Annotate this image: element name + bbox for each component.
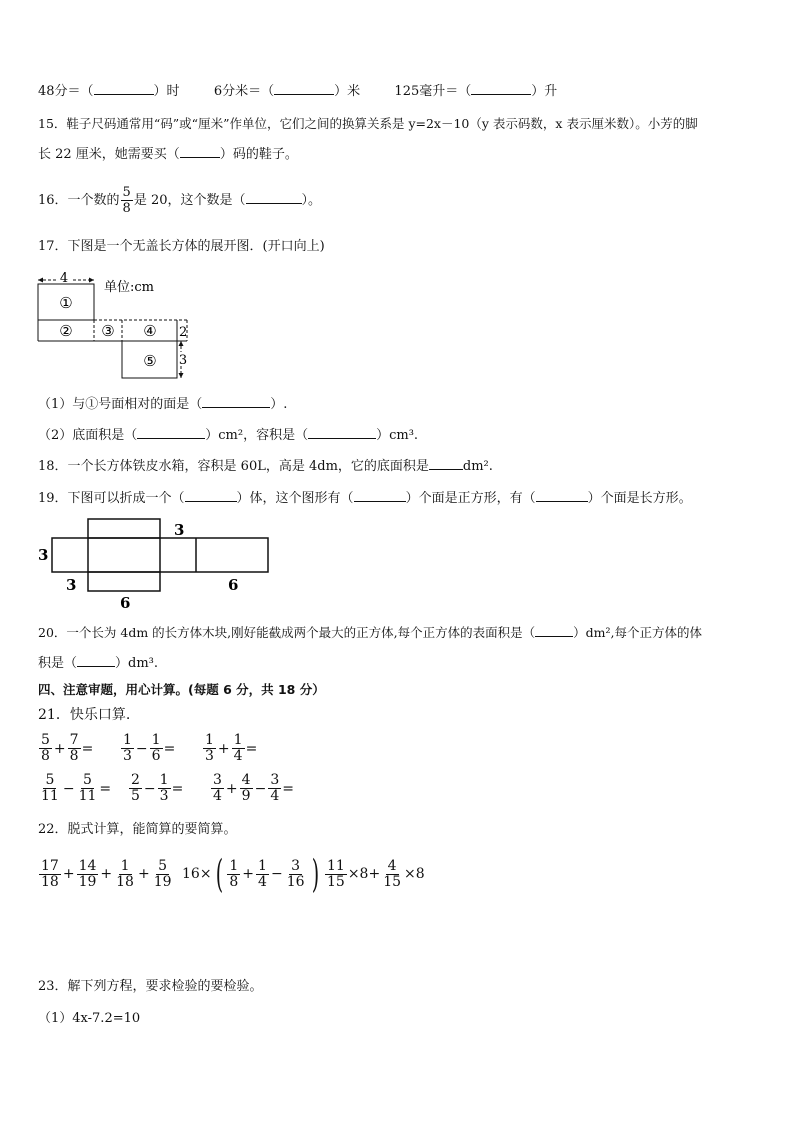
answer-blank[interactable] bbox=[535, 624, 573, 637]
q16-line bbox=[38, 183, 321, 219]
answer-blank[interactable] bbox=[471, 82, 531, 95]
answer-blank[interactable] bbox=[246, 191, 302, 204]
fraction: $\frac{5}{8}$ bbox=[122, 185, 131, 216]
q17-sub1-end: ）. bbox=[270, 397, 288, 412]
q22-title: 22．脱式计算，能简算的要简算。 bbox=[38, 822, 237, 837]
q14-a-unit: ）时 bbox=[153, 84, 180, 99]
q20-unit: ）dm³. bbox=[115, 656, 159, 671]
q19-net-diagram bbox=[34, 516, 274, 612]
q20-text3: 积是（ bbox=[38, 656, 78, 671]
expression: $\frac{5}{11}$ − $\frac{5}{11}$ = bbox=[41, 772, 112, 804]
q23-sub1: （1）4x-7.2=10 bbox=[38, 1011, 141, 1026]
expression: $\frac{3}{4}$ + $\frac{4}{9}$ − $\frac{3}{4}$ = bbox=[213, 772, 294, 804]
label-top: 3 bbox=[174, 521, 185, 539]
label-bottom-left: 3 bbox=[66, 576, 77, 594]
dim-right-bottom: 3 bbox=[178, 353, 188, 368]
q16-text2: 是 20，这个数是（ bbox=[133, 193, 246, 208]
face-label: ③ bbox=[101, 322, 115, 340]
answer-blank[interactable] bbox=[185, 489, 237, 502]
q22-row bbox=[38, 852, 425, 896]
q20-line2 bbox=[38, 654, 158, 673]
q15-text: 长 22 厘米，她需要买（ bbox=[38, 147, 180, 162]
q18-unit: dm². bbox=[462, 459, 493, 474]
label-right: 6 bbox=[228, 576, 239, 594]
q19-text: 19．下图可以折成一个（ bbox=[38, 491, 185, 506]
expression: $\frac{2}{5}$ − $\frac{1}{3}$ = bbox=[131, 772, 184, 804]
q15-text-end: ）码的鞋子。 bbox=[219, 147, 298, 162]
q14-a-text: 48分＝（ bbox=[38, 84, 94, 99]
q20-line1 bbox=[38, 624, 702, 642]
q17-sub2-mid: ）cm²，容积是（ bbox=[205, 428, 309, 443]
q16-text: 16．一个数的 bbox=[38, 193, 120, 208]
q17-sub2-text: （2）底面积是（ bbox=[38, 428, 138, 443]
q17-sub2-end: ）cm³. bbox=[376, 428, 419, 443]
answer-blank[interactable] bbox=[77, 654, 115, 667]
expression: $\frac{11}{15}$ ×8+ $\frac{4}{15}$ ×8 bbox=[327, 857, 425, 890]
dim-top-label: 4 bbox=[59, 271, 69, 286]
q19-text-end: ）个面是长方形。 bbox=[587, 491, 692, 506]
q14-c-unit: ）升 bbox=[531, 84, 558, 99]
q21-row2 bbox=[38, 773, 294, 804]
answer-blank[interactable] bbox=[137, 426, 205, 439]
answer-blank[interactable] bbox=[429, 457, 463, 470]
q19-text2: ）体，这个图形有（ bbox=[236, 491, 354, 506]
face-label: ② bbox=[59, 322, 73, 340]
q18-line bbox=[38, 457, 493, 476]
expression: $\frac{5}{8}$ + $\frac{7}{8}$ = bbox=[41, 732, 94, 764]
q17-sub1-text: （1）与①号面相对的面是（ bbox=[38, 397, 203, 412]
q19-line bbox=[38, 489, 692, 508]
answer-blank[interactable] bbox=[202, 395, 270, 408]
label-left: 3 bbox=[38, 546, 49, 564]
expression: $\frac{1}{3}$ − $\frac{1}{6}$ = bbox=[123, 732, 176, 764]
expression: $\frac{17}{18}$ + $\frac{14}{19}$ + $\frac{1}{18}$ + $\frac{5}{19}$ bbox=[41, 857, 172, 890]
face-label: ① bbox=[59, 294, 73, 312]
q14-b-text: 6分米＝（ bbox=[213, 84, 275, 99]
q19-text3: ）个面是正方形，有（ bbox=[405, 491, 536, 506]
dim-right-top: 2 bbox=[179, 325, 188, 340]
q15-line2 bbox=[38, 145, 298, 164]
q14-b-unit: ）米 bbox=[334, 84, 361, 99]
expression: 16× ( $\frac{1}{8}$ + $\frac{1}{4}$ − $\frac{3}{16}$ ) bbox=[182, 852, 319, 896]
q21-title: 21．快乐口算. bbox=[38, 707, 131, 723]
answer-blank[interactable] bbox=[354, 489, 406, 502]
q17-sub1 bbox=[38, 395, 287, 414]
q20-text2: ）dm²,每个正方体的体 bbox=[573, 625, 702, 640]
q17-sub2 bbox=[38, 426, 418, 445]
q21-row1 bbox=[38, 733, 257, 764]
answer-blank[interactable] bbox=[94, 82, 154, 95]
q14-line bbox=[38, 82, 557, 101]
answer-blank[interactable] bbox=[308, 426, 376, 439]
section-heading: 四、注意审题，用心计算。(每题 6 分，共 18 分） bbox=[38, 682, 325, 697]
expression: $\frac{1}{3}$ + $\frac{1}{4}$ = bbox=[205, 732, 258, 764]
face-label: ⑤ bbox=[143, 352, 157, 370]
q20-text: 20．一个长为 4dm 的长方体木块,刚好能截成两个最大的正方体,每个正方体的表面积是（ bbox=[38, 625, 536, 640]
unit-label: 单位:cm bbox=[104, 280, 154, 295]
q17-title: 17．下图是一个无盖长方体的展开图．(开口向上) bbox=[38, 239, 325, 254]
q18-text: 18．一个长方体铁皮水箱，容积是 60L，高是 4dm，它的底面积是 bbox=[38, 459, 429, 474]
q17-net-diagram bbox=[34, 268, 194, 382]
answer-blank[interactable] bbox=[180, 145, 220, 158]
q23-title: 23．解下列方程，要求检验的要检验。 bbox=[38, 979, 263, 994]
q15-line1: 15．鞋子尺码通常用“码”或“厘米”作单位，它们之间的换算关系是 y=2x－10（y 表示码数，x 表示厘米数）。小芳的脚 bbox=[38, 116, 698, 131]
face-label: ④ bbox=[143, 322, 157, 340]
q14-c-text: 125毫升＝（ bbox=[394, 84, 472, 99]
q16-text-end: ）。 bbox=[301, 193, 322, 208]
answer-blank[interactable] bbox=[536, 489, 588, 502]
answer-blank[interactable] bbox=[274, 82, 334, 95]
label-bottom: 6 bbox=[120, 594, 131, 612]
